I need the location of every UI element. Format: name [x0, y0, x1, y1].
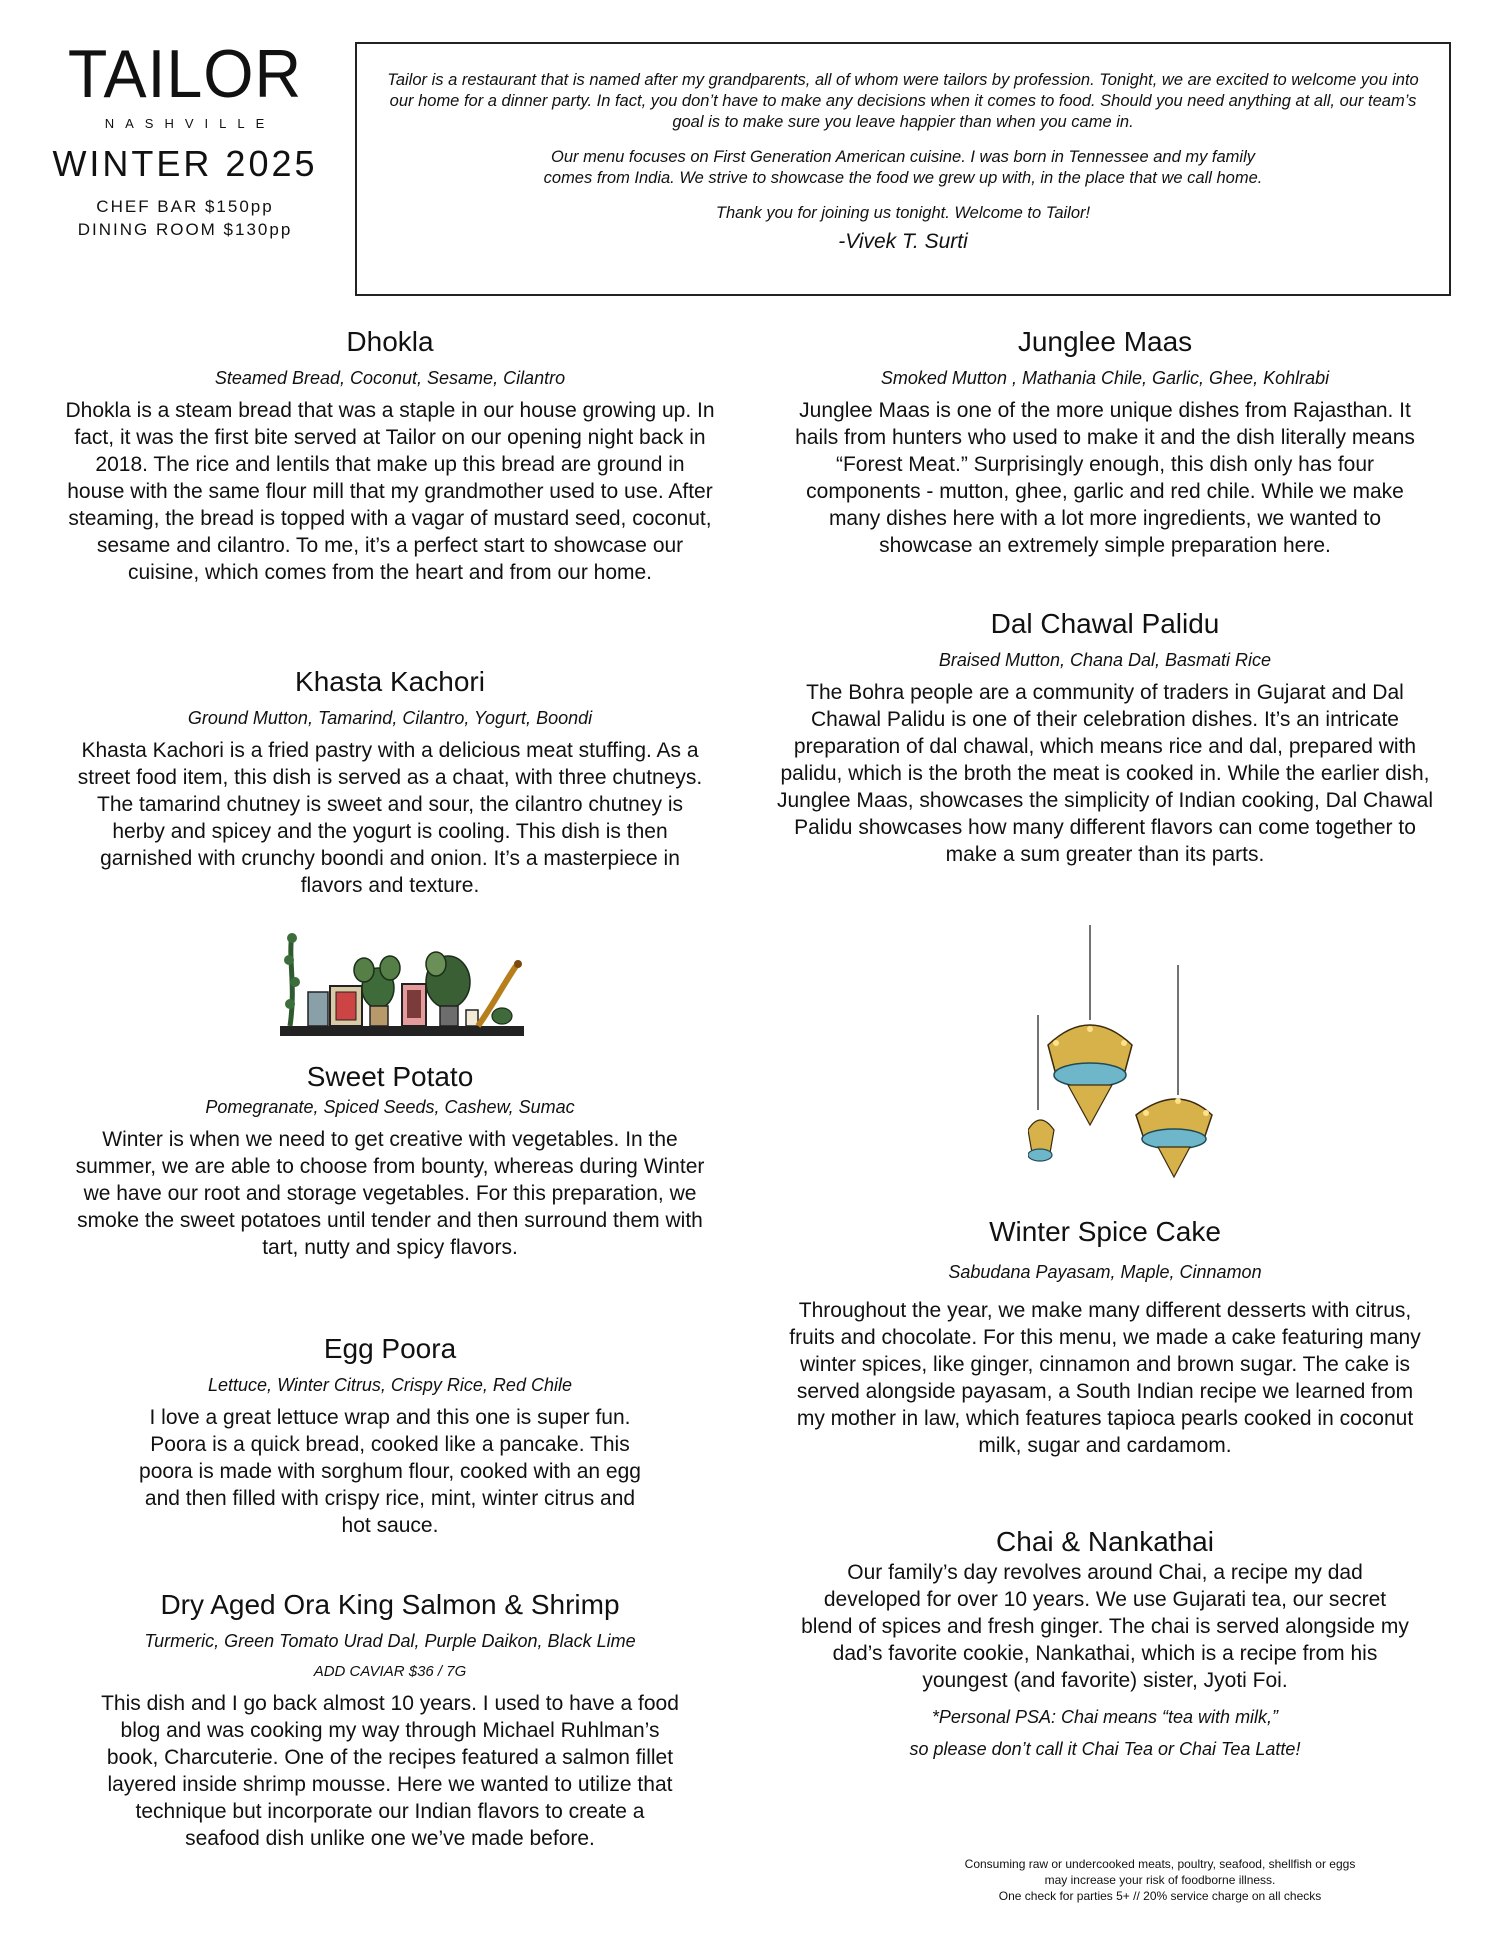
shelf-plants-illustration	[278, 930, 526, 1042]
dish-subtitle: Smoked Mutton , Mathania Chile, Garlic, Ghee, Kohlrabi	[880, 368, 1330, 388]
dish-description: Junglee Maas is one of the more unique dishes from Rajasthan. It hails from hunters who used to make it and the dish literally means “Forest Meat.” Surprisingly enough, this dish only has four components - mutton, ghee, garlic and red chile. While we make many dishes here with a lot more ingredients, we wanted to showcase an extremely simple preparation here.	[795, 399, 1415, 557]
footer-notice	[880, 1856, 1440, 1904]
dish-subtitle: Ground Mutton, Tamarind, Cilantro, Yogurt, Boondi	[187, 708, 593, 728]
chai-psa-line: so please don’t call it Chai Tea or Chai Tea Latte!	[909, 1739, 1301, 1759]
dish-title: Chai & Nankathai	[996, 1526, 1214, 1557]
footer-line: Consuming raw or undercooked meats, poultry, seafood, shellfish or eggs	[964, 1857, 1356, 1871]
dish-title: Junglee Maas	[1017, 326, 1193, 357]
dish-title: Winter Spice Cake	[989, 1216, 1221, 1247]
dish-subtitle: Sabudana Payasam, Maple, Cinnamon	[948, 1262, 1262, 1282]
chai-psa-line: *Personal PSA: Chai means “tea with milk,”	[931, 1707, 1279, 1727]
dish-subtitle: Pomegranate, Spiced Seeds, Cashew, Sumac	[205, 1097, 575, 1117]
dish-description: This dish and I go back almost 10 years. I used to have a food blog and was cooking my way through Michael Ruhlman’s book, Charcuterie. One of the recipes featured a salmon fillet layered inside shrimp mousse. Here we wanted to utilize that technique but incorporate our Indian flavors to create a seafood dish unlike one we’ve made before.	[101, 1692, 679, 1850]
dish-description: Khasta Kachori is a fried pastry with a delicious meat stuffing. As a street food item, this dish is served as a chaat, with three chutneys. The tamarind chutney is sweet and sour, the cilantro chutney is herby and spicey and the yogurt is cooling. This dish is then garnished with crunchy boondi and onion. It’s a masterpiece in flavors and texture.	[77, 739, 703, 897]
dish-title: Sweet Potato	[306, 1061, 474, 1092]
intro-paragraph: Our menu focuses on First Generation American cuisine. I was born in Tennessee and my family comes from India. We strive to showcase the food we grew up with, in the place that we call home.	[543, 148, 1263, 187]
dish-title: Dal Chawal Palidu	[990, 608, 1220, 639]
chef-signature: -Vivek T. Surti	[838, 230, 968, 253]
intro-paragraph: Tailor is a restaurant that is named after my grandparents, all of whom were tailors by profession. Tonight, we are excited to welcome you into our home for a dinner party. In fact, you don’t have to make any decisions when it comes to food. Should you need anything at all, our team’s goal is to make sure you leave happier than when you came in.	[387, 71, 1419, 131]
dish-subtitle: Lettuce, Winter Citrus, Crispy Rice, Red Chile	[208, 1375, 572, 1395]
dish-description: Winter is when we need to get creative with vegetables. In the summer, we are able to choose from bounty, whereas during Winter we have our root and storage vegetables. For this preparation, we smoke the sweet potatoes until tender and then surround them with tart, nutty and spicy flavors.	[75, 1128, 705, 1259]
dish-winter-spice-cake	[775, 1215, 1435, 1459]
dining-room-price: DINING ROOM $130pp	[77, 220, 293, 239]
dish-subtitle: Braised Mutton, Chana Dal, Basmati Rice	[938, 650, 1272, 670]
footer-line: may increase your risk of foodborne illness.	[1044, 1873, 1276, 1887]
caviar-addon: ADD CAVIAR $36 / 7G	[313, 1663, 467, 1680]
dish-khasta-kachori	[60, 665, 720, 899]
chandelier-illustration	[1028, 925, 1213, 1183]
chef-bar-price: CHEF BAR $150pp	[96, 197, 274, 216]
shelf-plants-illustration	[278, 930, 526, 1042]
intro-paragraph: Thank you for joining us tonight. Welcome to Tailor!	[715, 204, 1091, 222]
dish-description: Dhokla is a steam bread that was a staple in our house growing up. In fact, it was the first bite served at Tailor on our opening night back in 2018. The rice and lentils that make up this bread are ground in house with the same flour mill that my grandmother used to use. After steaming, the bread is topped with a vagar of mustard seed, coconut, sesame and cilantro. To me, it’s a perfect start to showcase our cuisine, which comes from the heart and from our home.	[65, 399, 715, 584]
dish-title: Dry Aged Ora King Salmon & Shrimp	[160, 1589, 620, 1620]
restaurant-city: NASHVILLE	[104, 116, 276, 131]
brand-block	[45, 36, 325, 241]
intro-letter	[355, 42, 1451, 296]
menu-season: WINTER 2025	[52, 143, 318, 184]
dish-subtitle: Turmeric, Green Tomato Urad Dal, Purple Daikon, Black Lime	[144, 1631, 636, 1651]
dish-description: I love a great lettuce wrap and this one is super fun. Poora is a quick bread, cooked like a pancake. This poora is made with sorghum flour, cooked with an egg and then filled with crispy rice, mint, winter citrus and hot sauce.	[139, 1406, 641, 1537]
dish-description: Throughout the year, we make many different desserts with citrus, fruits and chocolate. For this menu, we made a cake featuring many winter spices, like ginger, cinnamon and brown sugar. The cake is served alongside payasam, a South Indian recipe we learned from my mother in law, which features tapioca pearls cooked in coconut milk, sugar and cardamom.	[789, 1299, 1421, 1457]
dish-title: Khasta Kachori	[295, 666, 485, 697]
dish-dal-chawal-palidu	[775, 607, 1435, 868]
restaurant-logo: TAILOR	[67, 36, 303, 112]
dish-description: Our family’s day revolves around Chai, a recipe my dad developed for over 10 years. We use Gujarati tea, our secret blend of spices and fresh ginger. The chai is served alongside my dad’s favorite cookie, Nankathai, which is a recipe from his youngest (and favorite) sister, Jyoti Foi.	[801, 1561, 1409, 1692]
chandelier-illustration	[1028, 925, 1213, 1183]
dish-egg-poora	[60, 1332, 720, 1539]
dish-title: Dhokla	[346, 326, 434, 357]
dish-dhokla	[60, 325, 720, 586]
dish-title: Egg Poora	[323, 1333, 457, 1364]
dish-salmon-shrimp	[60, 1588, 720, 1852]
footer-line: One check for parties 5+ // 20% service charge on all checks	[998, 1889, 1322, 1903]
dish-chai-nankathai	[775, 1525, 1435, 1760]
dish-sweet-potato	[60, 1060, 720, 1261]
dish-subtitle: Steamed Bread, Coconut, Sesame, Cilantro	[214, 368, 566, 388]
dish-description: The Bohra people are a community of traders in Gujarat and Dal Chawal Palidu is one of their celebration dishes. It’s an intricate preparation of dal chawal, which means rice and dal, prepared with palidu, which is the broth the meat is cooked in. While the earlier dish, Junglee Maas, showcases the simplicity of Indian cooking, Dal Chawal Palidu showcases how many different flavors can come together to make a sum greater than its parts.	[777, 681, 1433, 866]
dish-junglee-maas	[775, 325, 1435, 559]
